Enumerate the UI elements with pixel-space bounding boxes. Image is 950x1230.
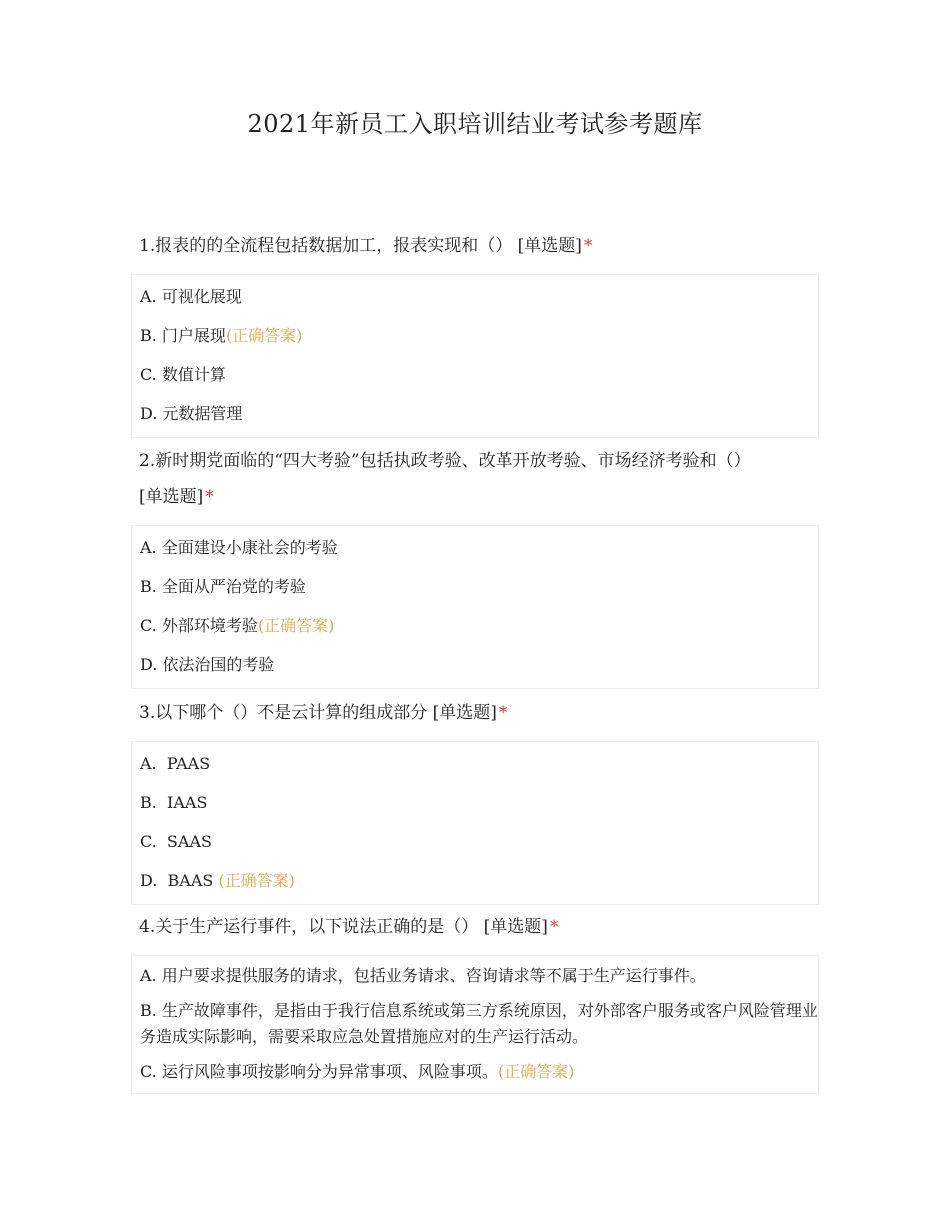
option-label: C. 外部环境考验 [140, 616, 258, 635]
option-list [131, 274, 819, 438]
question-stem: 4.关于生产运行事件，以下说法正确的是（） [139, 917, 479, 937]
question-stem: 3.以下哪个（）不是云计算的组成部分 [139, 703, 428, 723]
option-label: D. 元数据管理 [140, 404, 243, 423]
question-type: [单选题] [139, 487, 204, 507]
question-text [131, 228, 819, 264]
option-a[interactable] [132, 277, 818, 316]
option-list [131, 525, 819, 689]
option-label: B. 全面从严治党的考验 [140, 577, 306, 596]
page-title: 2021年新员工入职培训结业考试参考题库 [247, 110, 703, 138]
required-mark: * [549, 917, 559, 937]
required-mark: * [583, 236, 593, 256]
question-type: [单选题] [517, 236, 582, 256]
question-type: [单选题] [432, 703, 497, 723]
option-label: B. IAAS [140, 793, 208, 812]
option-list [131, 955, 819, 1094]
option-b[interactable] [132, 316, 818, 355]
correct-answer-tag: (正确答案) [218, 871, 295, 890]
correct-answer-tag: (正确答案) [257, 616, 335, 635]
option-b[interactable] [132, 567, 818, 606]
option-c[interactable] [132, 355, 818, 394]
question-stem: 1.报表的的全流程包括数据加工，报表实现和（） [139, 236, 513, 256]
question-1 [131, 228, 819, 438]
required-mark: * [205, 487, 214, 507]
option-list [131, 741, 819, 905]
option-a[interactable] [132, 528, 818, 567]
question-stem: 2.新时期党面临的“四大考验”包括执政考验、改革开放考验、市场经济考验和（） [139, 451, 751, 471]
option-c[interactable] [132, 822, 818, 861]
question-type: [单选题] [483, 917, 548, 937]
option-label: B. 门户展现 [140, 326, 226, 345]
correct-answer-tag: (正确答案) [225, 326, 303, 345]
question-3 [131, 695, 819, 905]
option-d[interactable] [132, 394, 818, 433]
option-label: D. BAAS [140, 871, 219, 890]
option-label: C. 数值计算 [140, 365, 226, 384]
correct-answer-tag: (正确答案) [497, 1062, 575, 1081]
option-a[interactable] [132, 744, 818, 783]
question-text [131, 443, 819, 515]
option-label: A. PAAS [140, 754, 211, 773]
option-label: A. 用户要求提供服务的请求，包括业务请求、咨询请求等不属于生产运行事件。 [140, 966, 706, 985]
option-label: C. 运行风险事项按影响分为异常事项、风险事项。 [140, 1062, 498, 1081]
option-b[interactable] [132, 993, 818, 1054]
option-b[interactable] [132, 783, 818, 822]
option-c[interactable] [132, 606, 818, 645]
question-2 [131, 443, 819, 689]
option-d[interactable] [132, 861, 818, 900]
option-label: D. 依法治国的考验 [140, 655, 275, 674]
question-text [131, 909, 819, 945]
option-label: A. 可视化展现 [140, 287, 242, 306]
question-4 [131, 909, 819, 1094]
required-mark: * [498, 703, 508, 723]
option-c[interactable] [132, 1054, 818, 1089]
option-d[interactable] [132, 645, 818, 684]
option-a[interactable] [132, 958, 818, 993]
question-text [131, 695, 819, 731]
option-label: B. 生产故障事件，是指由于我行信息系统或第三方系统原因，对外部客户服务或客户风险管理业务造成实际影响，需要采取应急处置措施应对的生产运行活动。 [140, 1001, 818, 1046]
option-label: A. 全面建设小康社会的考验 [140, 538, 338, 557]
option-label: C. SAAS [140, 832, 212, 851]
